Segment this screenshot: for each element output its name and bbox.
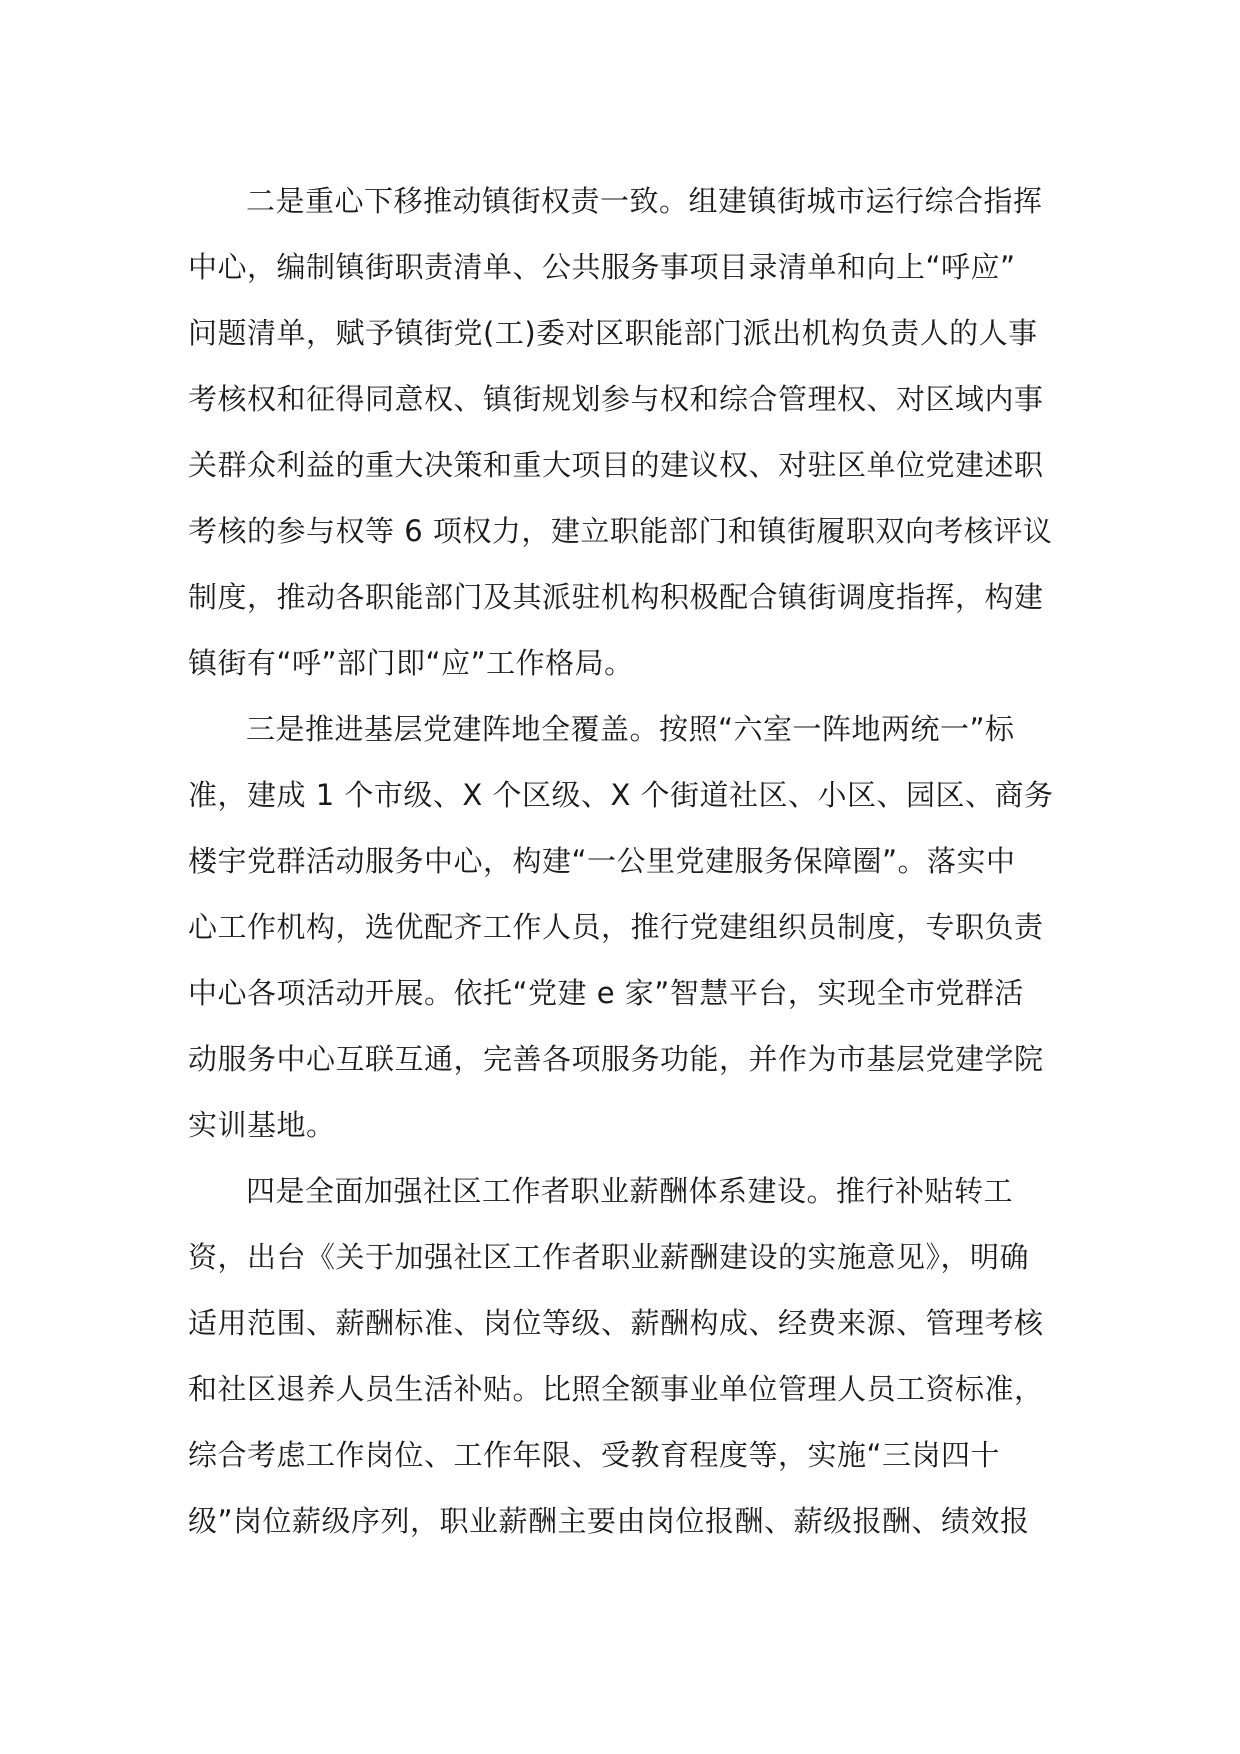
text-line: 准，建成 1 个市级、X 个区级、X 个街道社区、小区、园区、商务 xyxy=(188,778,1054,812)
text-line: 关群众利益的重大决策和重大项目的建议权、对驻区单位党建述职 xyxy=(188,448,1044,482)
text-line: 资，出台《关于加强社区工作者职业薪酬建设的实施意见》，明确 xyxy=(188,1240,1030,1274)
text-line: 级”岗位薪级序列，职业薪酬主要由岗位报酬、薪级报酬、绩效报 xyxy=(188,1504,1030,1538)
text-line: 中心各项活动开展。依托“党建 e 家”智慧平台，实现全市党群活 xyxy=(188,976,1024,1010)
text-line: 适用范围、薪酬标准、岗位等级、薪酬构成、经费来源、管理考核 xyxy=(188,1306,1044,1340)
text-line: 问题清单，赋予镇街党(工)委对区职能部门派出机构负责人的人事 xyxy=(188,316,1038,350)
text-line: 综合考虑工作岗位、工作年限、受教育程度等，实施“三岗四十 xyxy=(188,1438,1001,1472)
text-line: 镇街有“呼”部门即“应”工作格局。 xyxy=(188,646,634,680)
text-line: 考核的参与权等 6 项权力，建立职能部门和镇街履职双向考核评议 xyxy=(188,514,1053,548)
document-body xyxy=(188,168,1054,1554)
text-line: 二是重心下移推动镇街权责一致。组建镇街城市运行综合指挥 xyxy=(246,184,1043,218)
text-line: 心工作机构，选优配齐工作人员，推行党建组织员制度，专职负责 xyxy=(188,910,1044,944)
text-line: 三是推进基层党建阵地全覆盖。按照“六室一阵地两统一”标 xyxy=(246,712,1015,746)
text-line: 制度，推动各职能部门及其派驻机构积极配合镇街调度指挥，构建 xyxy=(188,580,1044,614)
text-line: 和社区退养人员生活补贴。比照全额事业单位管理人员工资标准， xyxy=(188,1372,1044,1406)
text-line: 实训基地。 xyxy=(188,1108,336,1142)
text-line: 考核权和征得同意权、镇街规划参与权和综合管理权、对区域内事 xyxy=(188,382,1044,416)
paragraph-1 xyxy=(188,168,1053,696)
paragraph-3 xyxy=(188,1158,1048,1554)
text-line: 动服务中心互联互通，完善各项服务功能，并作为市基层党建学院 xyxy=(188,1042,1044,1076)
paragraph-2 xyxy=(188,696,1054,1158)
text-line: 楼宇党群活动服务中心，构建“一公里党建服务保障圈”。落实中 xyxy=(188,844,1016,878)
text-line: 中心，编制镇街职责清单、公共服务事项目录清单和向上“呼应” xyxy=(188,250,1016,284)
text-line: 四是全面加强社区工作者职业薪酬体系建设。推行补贴转工 xyxy=(246,1174,1014,1208)
